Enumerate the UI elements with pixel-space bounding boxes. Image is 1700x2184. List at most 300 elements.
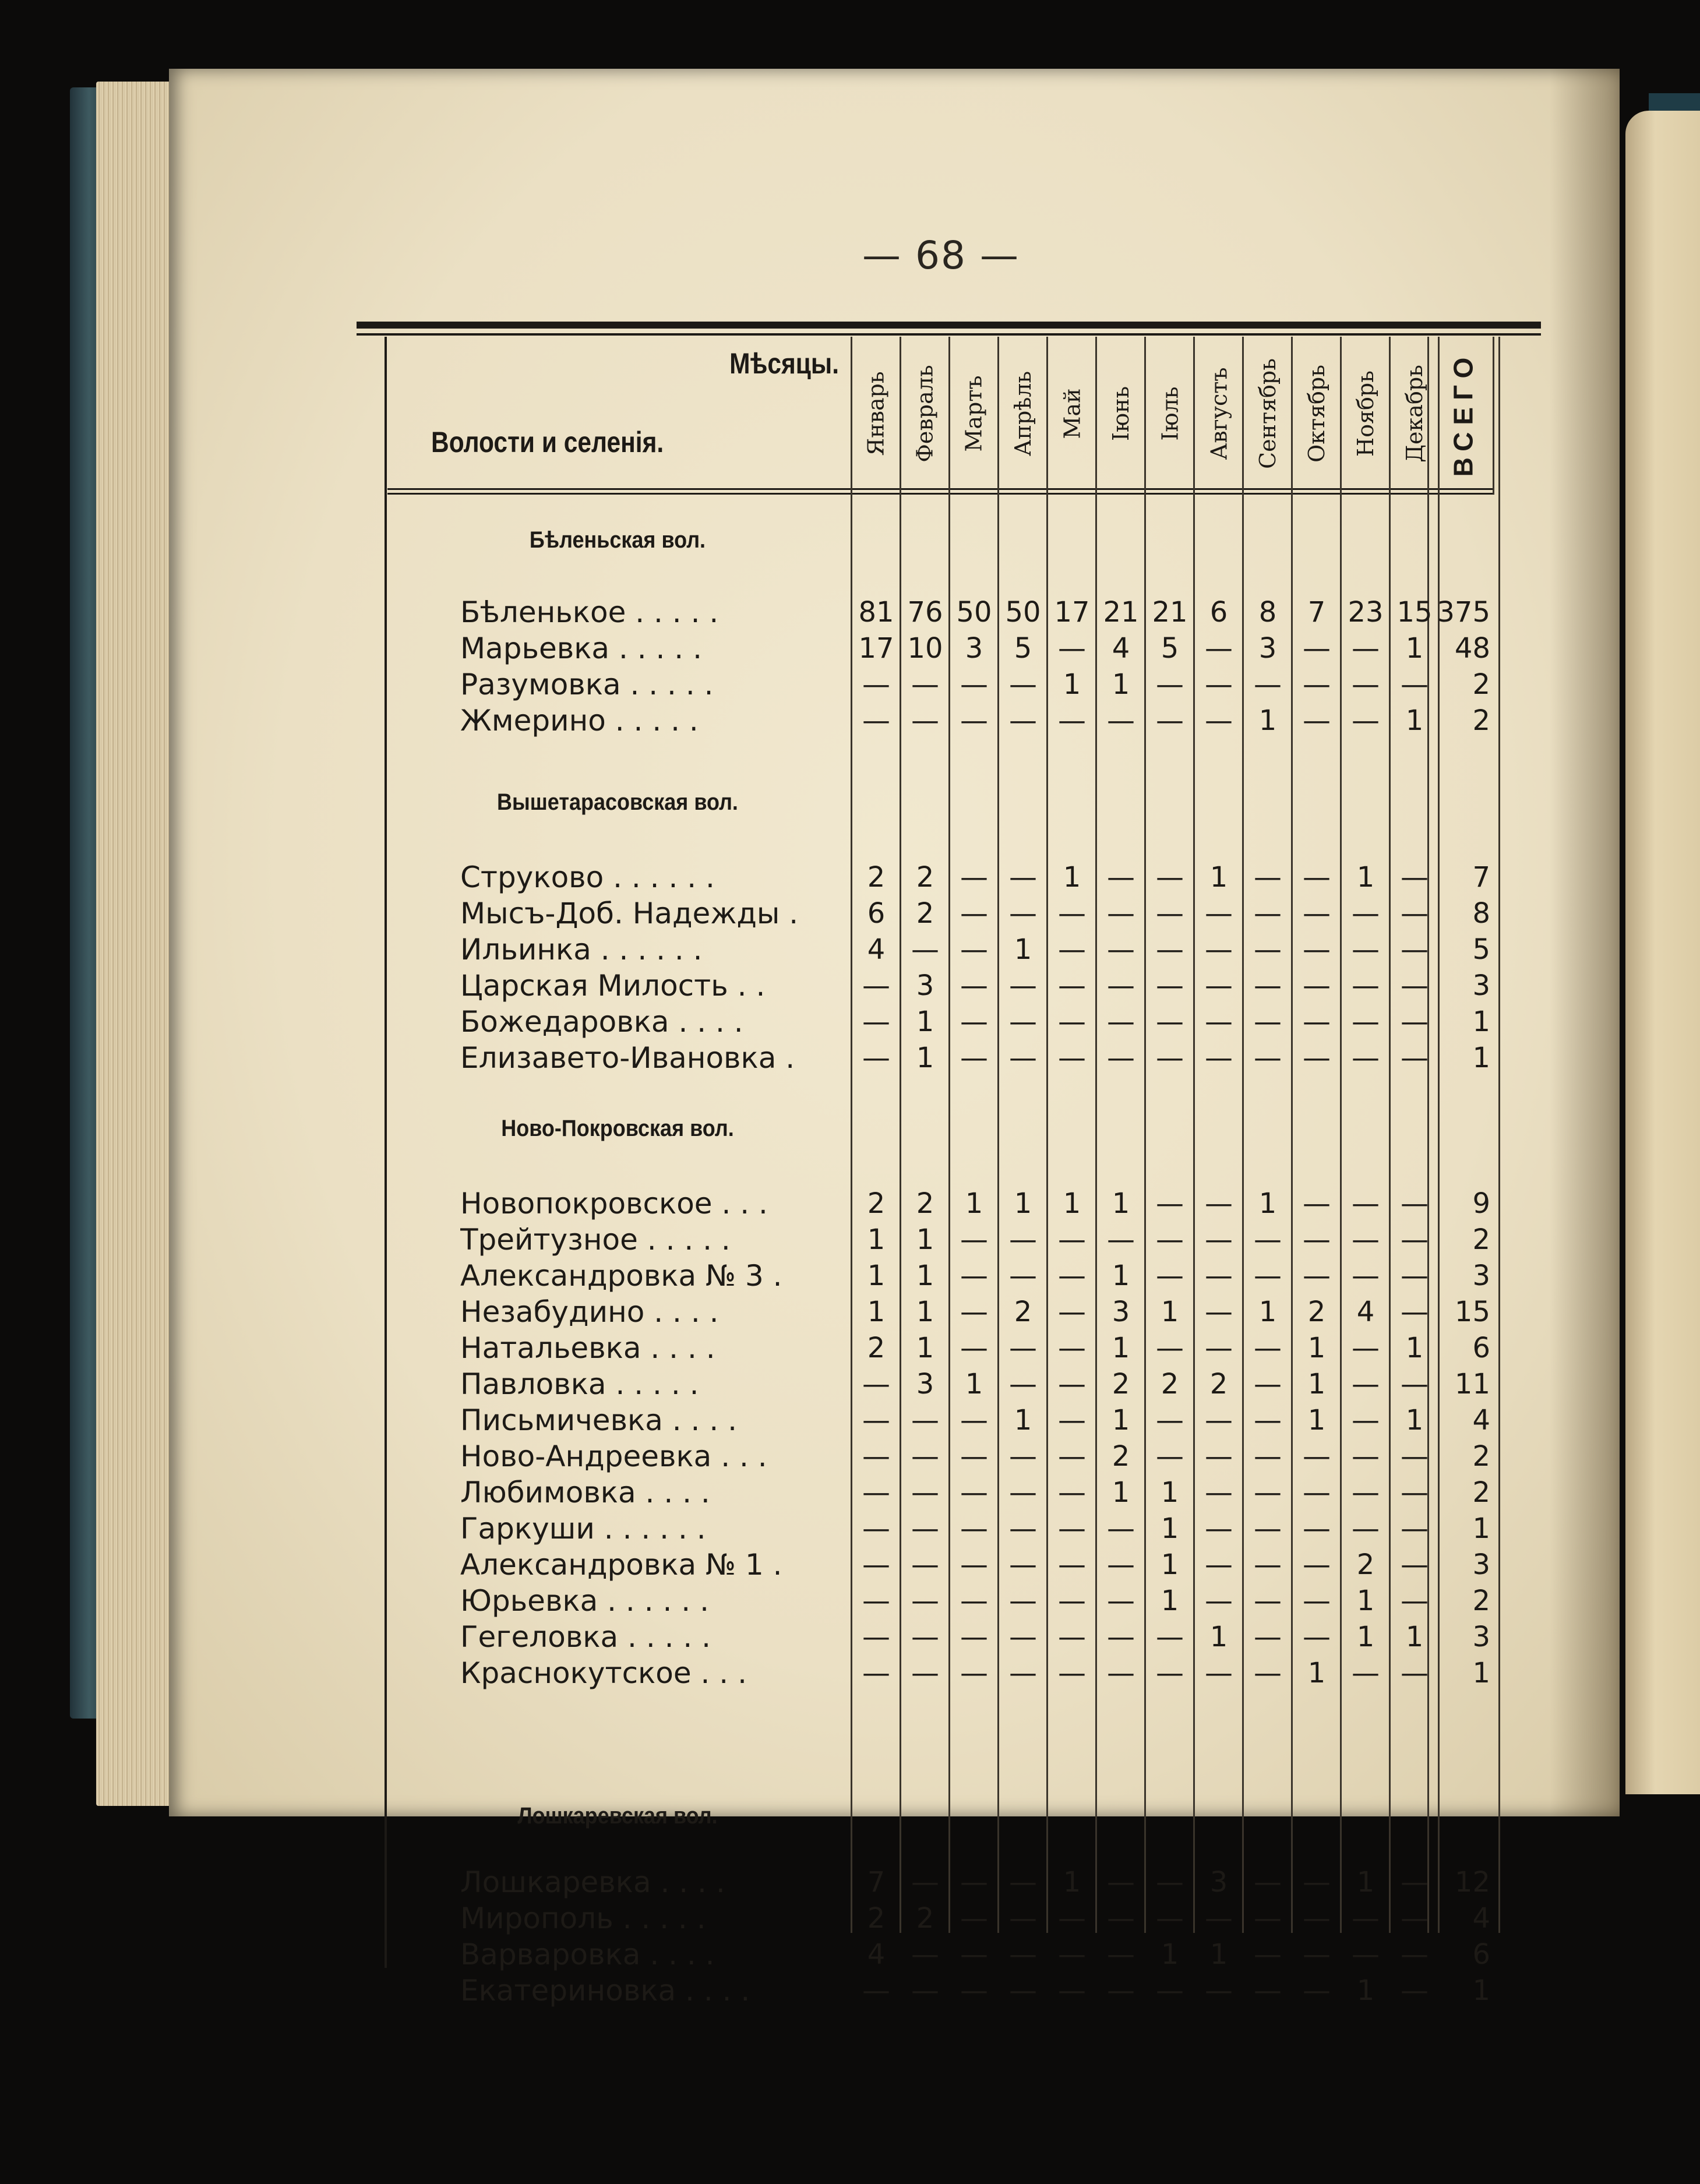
month-value: —: [1205, 933, 1233, 966]
month-value: —: [1205, 1259, 1233, 1292]
month-value: 1: [1161, 1548, 1179, 1581]
row-total: 3: [1472, 1548, 1490, 1581]
month-value: —: [1303, 1974, 1331, 2007]
month-value: 3: [965, 632, 983, 665]
month-value: —: [1058, 1902, 1086, 1935]
month-value: 1: [1209, 1621, 1228, 1653]
month-value: 1: [1356, 1866, 1375, 1899]
month-value: 7: [1307, 596, 1326, 629]
month-value: —: [1352, 1368, 1380, 1400]
column-divider: [1438, 337, 1440, 1933]
month-value: 1: [1307, 1368, 1326, 1400]
month-value: —: [1156, 897, 1184, 930]
month-value: —: [1254, 861, 1282, 894]
month-value: 1: [1161, 1512, 1179, 1545]
month-value: —: [1009, 1332, 1037, 1364]
month-value: —: [1205, 1548, 1233, 1581]
month-value: —: [911, 1404, 939, 1437]
month-value: —: [1107, 1938, 1135, 1971]
month-value: —: [1205, 1974, 1233, 2007]
month-value: —: [1058, 1296, 1086, 1328]
month-value: 1: [1112, 1404, 1130, 1437]
month-value: —: [960, 1621, 988, 1653]
month-value: 1: [965, 1368, 983, 1400]
column-divider: [1046, 337, 1048, 1933]
row-total: 375: [1437, 596, 1490, 629]
month-value: —: [911, 1476, 939, 1509]
month-value: —: [1303, 933, 1331, 966]
month-value: —: [1058, 933, 1086, 966]
month-value: —: [1254, 1657, 1282, 1689]
month-value: —: [1352, 1476, 1380, 1509]
month-value: —: [1058, 1259, 1086, 1292]
month-value: —: [1254, 1512, 1282, 1545]
month-header-label: Іюнь: [1108, 386, 1134, 442]
month-value: —: [1009, 1585, 1037, 1617]
village-name: Натальевка . . . .: [460, 1331, 715, 1365]
month-value: —: [911, 1938, 939, 1971]
month-value: 17: [858, 632, 894, 665]
month-value: —: [1254, 1259, 1282, 1292]
month-value: 4: [1112, 632, 1130, 665]
month-value: —: [1303, 1042, 1331, 1074]
row-total: 4: [1472, 1404, 1490, 1437]
month-value: —: [1303, 897, 1331, 930]
month-value: —: [960, 1938, 988, 1971]
month-value: 1: [1063, 861, 1081, 894]
month-value: —: [1058, 1512, 1086, 1545]
month-header: [1194, 344, 1243, 484]
month-value: —: [1156, 668, 1184, 701]
page-gutter-shadow: [1550, 69, 1620, 1816]
month-value: —: [960, 1223, 988, 1256]
row-total: 12: [1454, 1866, 1490, 1899]
month-value: 10: [907, 632, 943, 665]
month-value: —: [1352, 1404, 1380, 1437]
month-value: —: [1009, 1476, 1037, 1509]
month-value: —: [1009, 897, 1037, 930]
table-left-border: [385, 337, 387, 1968]
month-value: 1: [1356, 1974, 1375, 2007]
month-value: —: [1009, 1902, 1037, 1935]
month-value: —: [960, 1296, 988, 1328]
month-value: —: [1205, 1296, 1233, 1328]
month-value: —: [911, 1548, 939, 1581]
month-value: —: [1205, 704, 1233, 737]
month-value: —: [1107, 897, 1135, 930]
month-value: 1: [1063, 668, 1081, 701]
month-value: —: [1009, 1440, 1037, 1473]
month-value: 4: [867, 1938, 886, 1971]
month-value: 1: [1209, 861, 1228, 894]
month-value: —: [960, 1585, 988, 1617]
month-value: 5: [1014, 632, 1032, 665]
month-value: 1: [1307, 1657, 1326, 1689]
month-value: —: [1205, 1223, 1233, 1256]
village-name: Мысъ-Доб. Надежды .: [460, 897, 799, 930]
month-value: —: [862, 1404, 890, 1437]
month-value: —: [1107, 1548, 1135, 1581]
month-value: —: [1058, 1223, 1086, 1256]
month-value: —: [1009, 704, 1037, 737]
month-value: —: [1254, 1621, 1282, 1653]
month-value: —: [1352, 632, 1380, 665]
month-value: —: [1009, 1548, 1037, 1581]
row-total: 1: [1472, 1005, 1490, 1038]
month-value: —: [1303, 632, 1331, 665]
month-value: 2: [1307, 1296, 1326, 1328]
month-header-label: Іюль: [1157, 386, 1183, 441]
month-value: 1: [1258, 1296, 1277, 1328]
month-value: 1: [1209, 1938, 1228, 1971]
month-value: —: [1205, 1005, 1233, 1038]
month-value: —: [1107, 1621, 1135, 1653]
month-value: —: [1156, 1621, 1184, 1653]
month-value: —: [1009, 668, 1037, 701]
month-value: 1: [916, 1296, 934, 1328]
month-value: —: [1009, 1259, 1037, 1292]
village-name: Юрьевка . . . . . .: [460, 1584, 709, 1618]
month-value: —: [1009, 1512, 1037, 1545]
month-value: —: [1254, 668, 1282, 701]
month-value: 3: [1258, 632, 1277, 665]
month-value: —: [1303, 1548, 1331, 1581]
month-value: —: [1254, 1476, 1282, 1509]
month-value: —: [1303, 1866, 1331, 1899]
column-divider: [1242, 337, 1244, 1933]
month-value: —: [1401, 933, 1429, 966]
column-divider: [1389, 337, 1391, 1933]
month-value: 1: [916, 1259, 934, 1292]
month-header: [1145, 344, 1194, 484]
month-value: —: [1058, 1368, 1086, 1400]
village-name: Новопокровское . . .: [460, 1187, 768, 1220]
month-value: —: [960, 1866, 988, 1899]
month-value: —: [862, 969, 890, 1002]
month-value: —: [960, 704, 988, 737]
month-value: —: [1352, 1332, 1380, 1364]
header-bottom-rule-2: [387, 493, 1494, 495]
month-header-label: Октябрь: [1304, 365, 1330, 463]
village-name: Ново-Андреевка . . .: [460, 1439, 767, 1473]
month-value: —: [960, 1902, 988, 1935]
month-value: —: [1058, 1332, 1086, 1364]
row-total: 2: [1472, 1585, 1490, 1617]
month-value: —: [960, 668, 988, 701]
month-value: —: [960, 1005, 988, 1038]
month-value: —: [911, 1621, 939, 1653]
header-bottom-rule: [387, 488, 1494, 490]
row-total: 1: [1472, 1974, 1490, 2007]
column-divider: [1144, 337, 1146, 1933]
month-value: 1: [1258, 1187, 1277, 1220]
month-value: 6: [1209, 596, 1228, 629]
month-value: —: [1009, 1223, 1037, 1256]
month-header: [852, 344, 901, 484]
month-value: —: [960, 861, 988, 894]
section-title: Вышетарасовская вол.: [497, 789, 738, 815]
village-name: Любимовка . . . .: [460, 1476, 710, 1509]
month-value: —: [1352, 668, 1380, 701]
month-value: 1: [1356, 1585, 1375, 1617]
month-value: —: [1009, 1866, 1037, 1899]
month-header: [1243, 344, 1292, 484]
month-header: [901, 344, 950, 484]
month-value: —: [862, 668, 890, 701]
month-value: —: [1401, 1512, 1429, 1545]
month-value: —: [1352, 1223, 1380, 1256]
month-value: 1: [1063, 1866, 1081, 1899]
month-value: —: [1401, 1902, 1429, 1935]
month-value: 2: [1161, 1368, 1179, 1400]
row-total: 48: [1454, 632, 1490, 665]
row-total: 1: [1472, 1657, 1490, 1689]
month-value: 1: [867, 1223, 886, 1256]
village-name: Струково . . . . . .: [460, 860, 715, 894]
month-value: —: [862, 1657, 890, 1689]
month-value: —: [862, 1585, 890, 1617]
month-value: —: [1058, 1440, 1086, 1473]
month-value: 1: [1405, 632, 1424, 665]
row-total: 1: [1472, 1512, 1490, 1545]
month-value: 3: [916, 969, 934, 1002]
month-value: —: [1156, 1657, 1184, 1689]
village-name: Марьевка . . . . .: [460, 631, 702, 665]
month-value: 1: [1307, 1404, 1326, 1437]
month-value: —: [911, 704, 939, 737]
month-value: —: [1058, 897, 1086, 930]
month-value: —: [1058, 1548, 1086, 1581]
month-value: —: [1009, 1042, 1037, 1074]
month-value: —: [1254, 1223, 1282, 1256]
month-value: —: [1107, 933, 1135, 966]
row-total: 9: [1472, 1187, 1490, 1220]
month-value: —: [1107, 1902, 1135, 1935]
row-total: 2: [1472, 668, 1490, 701]
month-value: —: [1401, 1368, 1429, 1400]
month-value: —: [1156, 1042, 1184, 1074]
village-name: Гаркуши . . . . . .: [460, 1512, 706, 1546]
month-value: —: [1401, 1974, 1429, 2007]
month-value: —: [1205, 668, 1233, 701]
month-value: —: [1401, 1585, 1429, 1617]
month-value: —: [1254, 969, 1282, 1002]
month-header-label: Декабрь: [1402, 365, 1427, 463]
month-value: —: [1303, 861, 1331, 894]
month-value: —: [1107, 969, 1135, 1002]
village-name: Краснокутское . . .: [460, 1656, 747, 1690]
month-value: 2: [1014, 1296, 1032, 1328]
month-value: —: [1254, 1866, 1282, 1899]
month-value: 1: [916, 1223, 934, 1256]
month-value: —: [1303, 1187, 1331, 1220]
month-value: —: [1352, 704, 1380, 737]
month-value: 2: [1112, 1368, 1130, 1400]
month-value: 1: [965, 1187, 983, 1220]
month-value: —: [1303, 668, 1331, 701]
column-divider: [1291, 337, 1293, 1933]
month-value: —: [1401, 861, 1429, 894]
month-value: 4: [1356, 1296, 1375, 1328]
month-value: 3: [1112, 1296, 1130, 1328]
month-value: —: [911, 1866, 939, 1899]
row-total: 2: [1472, 1440, 1490, 1473]
month-value: —: [1058, 1621, 1086, 1653]
month-value: —: [862, 1042, 890, 1074]
month-value: —: [1303, 1902, 1331, 1935]
month-value: 4: [867, 933, 886, 966]
row-total: 3: [1472, 1621, 1490, 1653]
row-total: 6: [1472, 1332, 1490, 1364]
table-top-rule-thin: [357, 333, 1541, 336]
month-value: 1: [1356, 1621, 1375, 1653]
month-value: —: [1401, 1187, 1429, 1220]
month-value: 1: [916, 1042, 934, 1074]
month-value: 1: [1112, 1259, 1130, 1292]
month-value: 1: [916, 1005, 934, 1038]
month-header: [1047, 344, 1096, 484]
month-value: —: [1254, 1404, 1282, 1437]
total-column-divider: [1427, 337, 1429, 1933]
month-value: —: [1303, 1585, 1331, 1617]
month-value: —: [1303, 1938, 1331, 1971]
month-value: —: [1058, 1585, 1086, 1617]
month-value: —: [1058, 1404, 1086, 1437]
month-value: —: [911, 668, 939, 701]
month-value: —: [1156, 1866, 1184, 1899]
village-name: Трейтузное . . . . .: [460, 1223, 731, 1257]
month-value: —: [1352, 933, 1380, 966]
month-value: —: [1303, 1440, 1331, 1473]
month-value: —: [1254, 933, 1282, 966]
month-value: —: [1352, 1005, 1380, 1038]
month-value: —: [862, 1548, 890, 1581]
month-header-label: Февраль: [912, 365, 939, 463]
row-total: 3: [1472, 1259, 1490, 1292]
month-header: [999, 344, 1047, 484]
month-value: —: [960, 1440, 988, 1473]
month-value: 2: [916, 1902, 934, 1935]
village-name: Разумовка . . . . .: [460, 668, 714, 701]
month-header-label: Ноябрь: [1353, 371, 1379, 457]
month-value: —: [960, 1404, 988, 1437]
month-value: 1: [1112, 1187, 1130, 1220]
month-value: —: [1205, 1476, 1233, 1509]
month-value: 15: [1396, 596, 1433, 629]
month-value: —: [862, 1005, 890, 1038]
village-name: Варваровка . . . .: [460, 1938, 715, 1971]
month-value: —: [1107, 1042, 1135, 1074]
month-value: 2: [1112, 1440, 1130, 1473]
month-value: —: [1156, 1187, 1184, 1220]
month-value: —: [1107, 1585, 1135, 1617]
village-name: Гегеловка . . . . .: [460, 1620, 711, 1654]
month-value: —: [1254, 1585, 1282, 1617]
month-value: 8: [1258, 596, 1277, 629]
month-value: —: [1303, 1223, 1331, 1256]
month-value: 1: [867, 1259, 886, 1292]
month-value: —: [1058, 1938, 1086, 1971]
month-value: —: [1401, 1440, 1429, 1473]
month-value: —: [1205, 632, 1233, 665]
row-total: 7: [1472, 861, 1490, 894]
village-name: Елизавето-Ивановка .: [460, 1041, 795, 1075]
month-header-label: Январь: [863, 371, 889, 456]
month-value: —: [1303, 969, 1331, 1002]
month-value: —: [960, 1259, 988, 1292]
month-value: 1: [1405, 1404, 1424, 1437]
month-value: —: [1107, 704, 1135, 737]
month-value: 2: [867, 861, 886, 894]
month-value: —: [1156, 1404, 1184, 1437]
row-total: 6: [1472, 1938, 1490, 1971]
month-value: —: [1401, 969, 1429, 1002]
month-value: —: [1009, 861, 1037, 894]
month-value: —: [1156, 861, 1184, 894]
column-divider: [1095, 337, 1097, 1933]
month-value: —: [1205, 1902, 1233, 1935]
month-value: —: [1254, 1042, 1282, 1074]
month-value: —: [1107, 1657, 1135, 1689]
facing-page-edge: [1625, 111, 1700, 1794]
month-value: —: [1254, 1332, 1282, 1364]
month-value: —: [1401, 1259, 1429, 1292]
month-value: —: [911, 1585, 939, 1617]
month-value: 1: [1356, 861, 1375, 894]
month-value: 1: [1014, 933, 1032, 966]
month-value: 2: [1209, 1368, 1228, 1400]
month-value: —: [1009, 969, 1037, 1002]
month-value: —: [911, 1974, 939, 2007]
month-value: —: [1009, 1368, 1037, 1400]
month-value: 1: [1258, 704, 1277, 737]
month-value: 1: [1161, 1938, 1179, 1971]
month-value: —: [1352, 897, 1380, 930]
row-total: 11: [1454, 1368, 1490, 1400]
total-header-label: ВСЕГО: [1448, 350, 1478, 477]
row-total: 2: [1472, 1223, 1490, 1256]
month-value: 81: [858, 596, 894, 629]
month-value: 1: [1405, 1621, 1424, 1653]
month-value: 1: [1112, 1332, 1130, 1364]
month-value: —: [1303, 704, 1331, 737]
month-value: —: [911, 1440, 939, 1473]
month-value: —: [1009, 1938, 1037, 1971]
village-name: Александровка № 1 .: [460, 1548, 782, 1582]
month-value: —: [1205, 1187, 1233, 1220]
month-value: 2: [867, 1902, 886, 1935]
month-value: —: [1205, 1657, 1233, 1689]
row-total: 15: [1454, 1296, 1490, 1328]
month-value: —: [1156, 1223, 1184, 1256]
month-value: 21: [1103, 596, 1139, 629]
month-value: —: [1058, 1657, 1086, 1689]
month-value: —: [1401, 668, 1429, 701]
month-value: —: [960, 1512, 988, 1545]
month-value: —: [1009, 1974, 1037, 2007]
month-value: —: [1401, 1548, 1429, 1581]
row-total: 5: [1472, 933, 1490, 966]
column-divider: [1193, 337, 1195, 1933]
month-value: 1: [1405, 1332, 1424, 1364]
month-header: [1341, 344, 1390, 484]
month-value: 1: [1405, 704, 1424, 737]
month-value: —: [1156, 1440, 1184, 1473]
month-value: —: [1156, 969, 1184, 1002]
month-value: —: [1352, 1902, 1380, 1935]
village-name: Лошкаревка . . . .: [460, 1865, 725, 1899]
month-value: —: [1303, 1476, 1331, 1509]
